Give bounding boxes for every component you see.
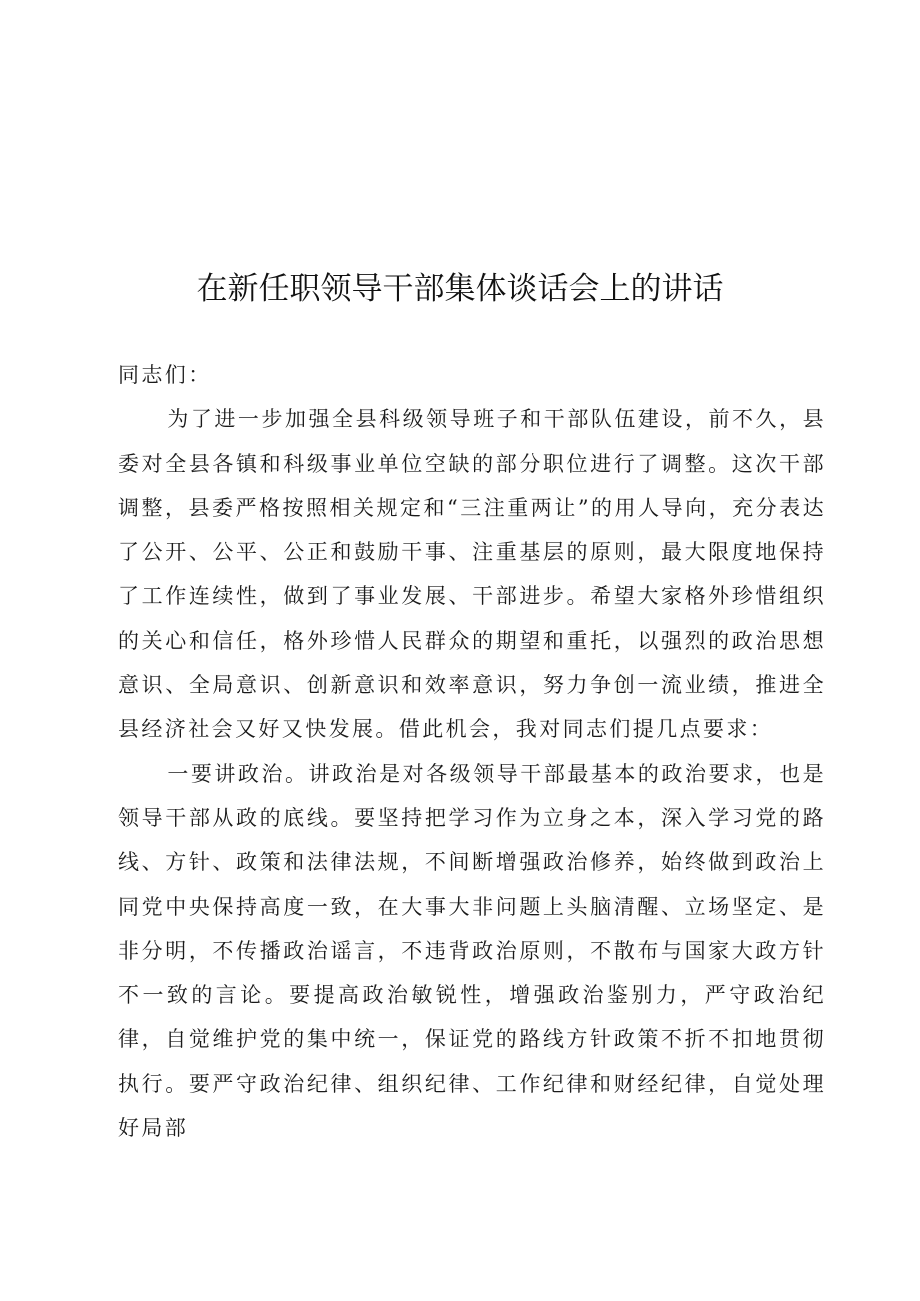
paragraph-politics: 一要讲政治。讲政治是对各级领导干部最基本的政治要求，也是领导干部从政的底线。要坚持把学习作为立身之本，深入学习党的路线、方针、政策和法律法规，不间断增强政治修养，始终做到政治上同党中央保持高度一致，在大事大非问题上头脑清醒、立场坚定、是非分明，不传播政治谣言，不违背政治原则，不散布与国家大政方针不一致的言论。要提高政治敏锐性，增强政治鉴别力，严守政治纪律，自觉维护党的集中统一，保证党的路线方针政策不折不扣地贯彻执行。要严守政治纪律、组织纪律、工作纪律和财经纪律，自觉处理好局部	[118, 761, 826, 1141]
document-title: 在新任职领导干部集体谈话会上的讲话	[196, 271, 724, 307]
salutation: 同志们：	[118, 363, 212, 387]
document-body	[118, 353, 826, 1150]
paragraph-intro: 为了进一步加强全县科级领导班子和干部队伍建设，前不久，县委对全县各镇和科级事业单位空缺的部分职位进行了调整。这次干部调整，县委严格按照相关规定和“三注重两让”的用人导向，充分表达了公开、公平、公正和鼓励干事、注重基层的原则，最大限度地保持了工作连续性，做到了事业发展、干部进步。希望大家格外珍惜组织的关心和信任，格外珍惜人民群众的期望和重托，以强烈的政治思想意识、全局意识、创新意识和效率意识，努力争创一流业绩，推进全县经济社会又好又快发展。借此机会，我对同志们提几点要求：	[118, 407, 826, 742]
